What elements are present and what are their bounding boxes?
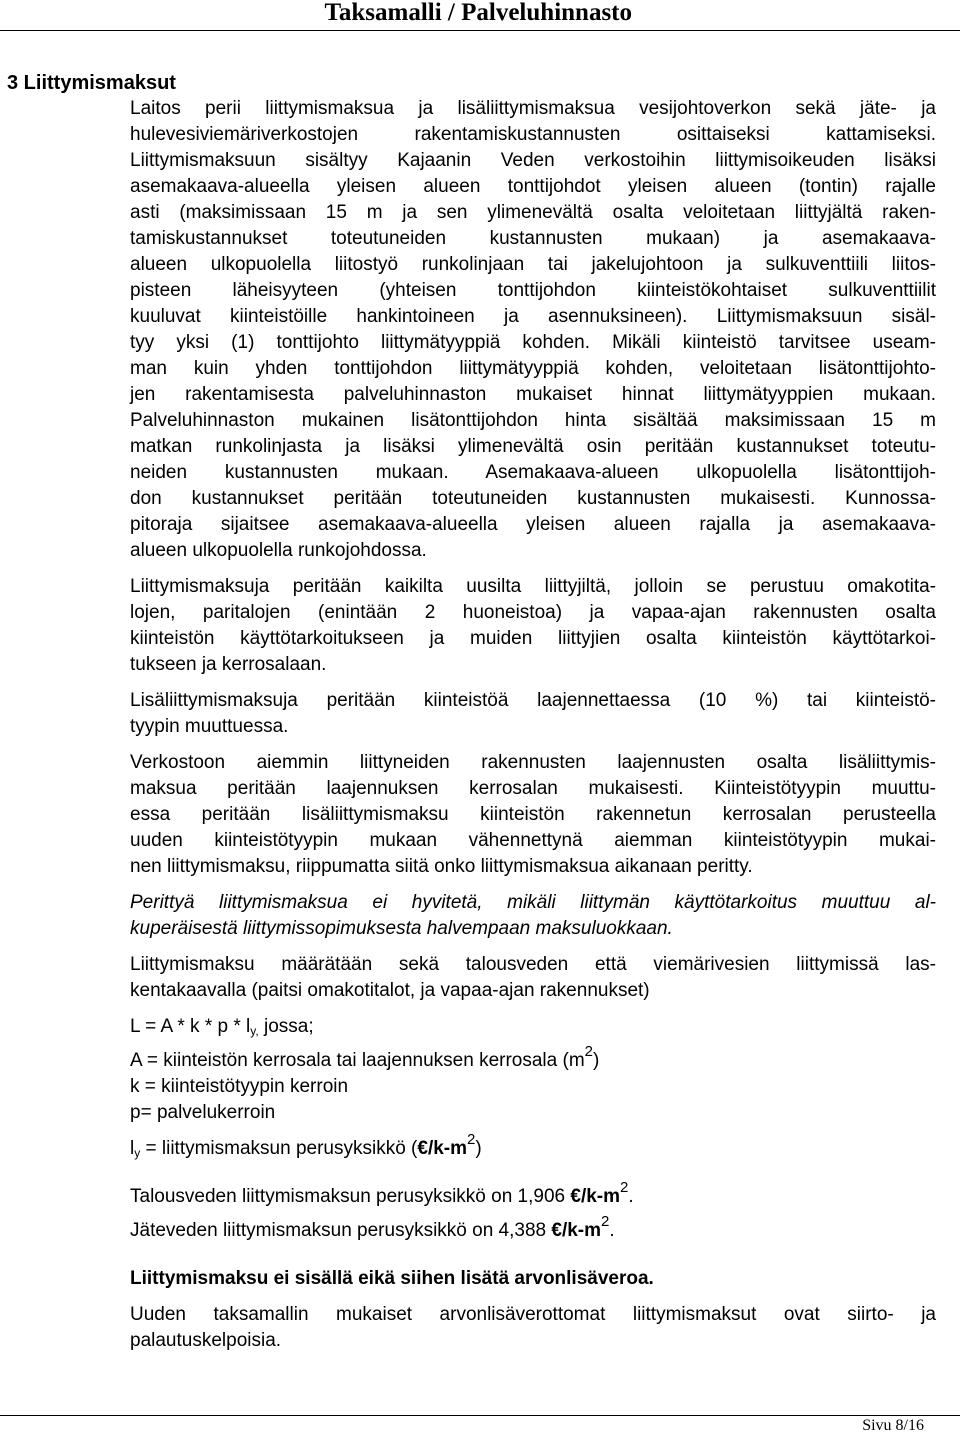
paragraph-line: kentakaavalla (paitsi omakotitalot, ja vapaa-ajan rakennukset) (130, 980, 650, 1001)
paragraph-line: Laitos perii liittymismaksua ja lisäliittymismaksua vesijohtoverkon sekä jäte- ja (130, 98, 936, 119)
document-body (130, 96, 936, 1354)
paragraph-line: hulevesiviemäriverkostojen rakentamiskustannusten osittaiseksi kattamiseksi. (130, 124, 936, 145)
formula-expression: L = A * k * p * l (130, 1016, 251, 1037)
paragraph-line: nen liittymismaksu, riippumatta siitä onko liittymismaksua aikanaan peritty. (130, 856, 753, 877)
paragraph-line: asti (maksimissaan 15 m ja sen ylimenevältä osalta veloitetaan liittyjältä raken- (130, 202, 936, 223)
closing-line: palautuskelpoisia. (130, 1330, 282, 1351)
paragraph-line: alueen ulkopuolella runkojohdossa. (130, 540, 427, 561)
paragraph-line: lojen, paritalojen (enintään 2 huoneistoa) ja vapaa-ajan rakennusten osalta (130, 602, 936, 623)
paragraph-line: Liittymismaksuun sisältyy Kajaanin Veden verkostoihin liittymisoikeuden lisäksi (130, 150, 936, 171)
paragraph-line: jen rakentamisesta palveluhinnaston mukaiset hinnat liittymätyyppien mukaan. (130, 384, 936, 405)
paragraph-line: pisteen läheisyyteen (yhteisen tonttijohdon kiinteistökohtaiset sulkuventtiilit (130, 280, 936, 301)
formula-tail: jossa; (258, 1016, 314, 1037)
paragraph-line: pitoraja sijaitsee asemakaava-alueella yleisen alueen rajalla ja asemakaava- (130, 514, 936, 535)
section-heading: 3 Liittymismaksut (7, 72, 176, 94)
paragraph-line: Palveluhinnaston mukainen lisätonttijohdon hinta sisältää maksimissaan 15 m (130, 410, 936, 431)
formula-line (130, 1014, 936, 1040)
water-rate: Talousveden liittymismaksun perusyksikkö on 1,906 $€/k-m^2$. (130, 1179, 634, 1207)
paragraph-line: don kustannukset peritään toteutuneiden kustannusten mukaisesti. Kunnossa- (130, 488, 936, 509)
page-number: Sivu 8/16 (862, 1417, 924, 1434)
paragraph (130, 890, 936, 942)
paragraph-line: kuuluvat kiinteistöille hankintoineen ja asennuksineen). Liittymismaksuun sisäl- (130, 306, 936, 327)
paragraph-line: Perittyä liittymismaksua ei hyvitetä, mikäli liittymän käyttötarkoitus muuttuu al- (130, 892, 936, 913)
paragraph-line: tukseen ja kerrosalaan. (130, 654, 327, 675)
paragraph-line: Liittymismaksuja peritään kaikilta uusilta liittyjiltä, jolloin se perustuu omakotita- (130, 576, 936, 597)
closing-line: Uuden taksamallin mukaiset arvonlisäverottomat liittymismaksut ovat siirto- ja (130, 1304, 936, 1325)
paragraph-line: tamiskustannukset toteutuneiden kustannusten mukaan) ja asemakaava- (130, 228, 936, 249)
paragraph-line: Liittymismaksu määrätään sekä talousveden että viemärivesien liittymissä las- (130, 954, 936, 975)
footer-divider (0, 1415, 960, 1416)
paragraphs (130, 96, 936, 1014)
paragraph (130, 574, 936, 678)
paragraph-line: tyy yksi (1) tonttijohto liittymätyyppiä kohden. Mikäli kiinteistö tarvitsee useam- (130, 332, 936, 353)
paragraph (130, 750, 936, 880)
paragraph-line: alueen ulkopuolella liitostyö runkolinjaan tai jakelujohtoon ja sulkuventtiili liitos- (130, 254, 936, 275)
definition-k: k = kiinteistötyypin kerroin (130, 1076, 349, 1097)
paragraph (130, 688, 936, 740)
paragraph-line: Lisäliittymismaksuja peritään kiinteistöä laajennettaessa (10 %) tai kiinteistö- (130, 690, 936, 711)
definition-p: p= palvelukerroin (130, 1102, 276, 1123)
paragraph (130, 952, 936, 1004)
formula-subscript: y, (250, 1024, 259, 1038)
paragraph-line: kuperäisestä liittymissopimuksesta halvempaan maksuluokkaan. (130, 918, 673, 939)
header-divider (0, 30, 960, 31)
definition-a: A = kiinteistön kerrosala tai laajennuksen kerrosala $(m^2)$ (130, 1043, 600, 1071)
definition-ly: $l_y$ = liittymismaksun perusyksikkö $(€/k-m^2)$ (130, 1131, 482, 1160)
paragraph (130, 96, 936, 564)
paragraph-line: asemakaava-alueella yleisen alueen tonttijohdot yleisen alueen (tontin) rajalle (130, 176, 936, 197)
paragraph-line: uuden kiinteistötyypin mukaan vähennettynä aiemman kiinteistötyypin mukai- (130, 830, 936, 851)
sewer-rate: Jäteveden liittymismaksun perusyksikkö on 4,388 $€/k-m^2$. (130, 1213, 615, 1241)
paragraph-line: matkan runkolinjasta ja lisäksi ylimenevältä osin peritään kustannukset toteutu- (130, 436, 936, 457)
paragraph-line: kiinteistön käyttötarkoitukseen ja muiden liittyjien osalta kiinteistön käyttötarkoi- (130, 628, 936, 649)
paragraph-line: neiden kustannusten mukaan. Asemakaava-alueen ulkopuolella lisätonttijoh- (130, 462, 936, 483)
paragraph-line: Verkostoon aiemmin liittyneiden rakennusten laajennusten osalta lisäliittymis- (130, 752, 936, 773)
paragraph-line: maksua peritään laajennuksen kerrosalan mukaisesti. Kiinteistötyypin muuttu- (130, 778, 936, 799)
paragraph-line: man kuin yhden tonttijohdon liittymätyyppiä kohden, veloitetaan lisätonttijohto- (130, 358, 936, 379)
page-header-title: Taksamalli / Palveluhinnasto (324, 0, 632, 26)
paragraph-line: essa peritään lisäliittymismaksu kiinteistön rakennetun kerrosalan perusteella (130, 804, 936, 825)
paragraph-line: tyypin muuttuessa. (130, 716, 289, 737)
vat-note: Liittymismaksu ei sisällä eikä siihen lisätä arvonlisäveroa. (130, 1268, 654, 1289)
